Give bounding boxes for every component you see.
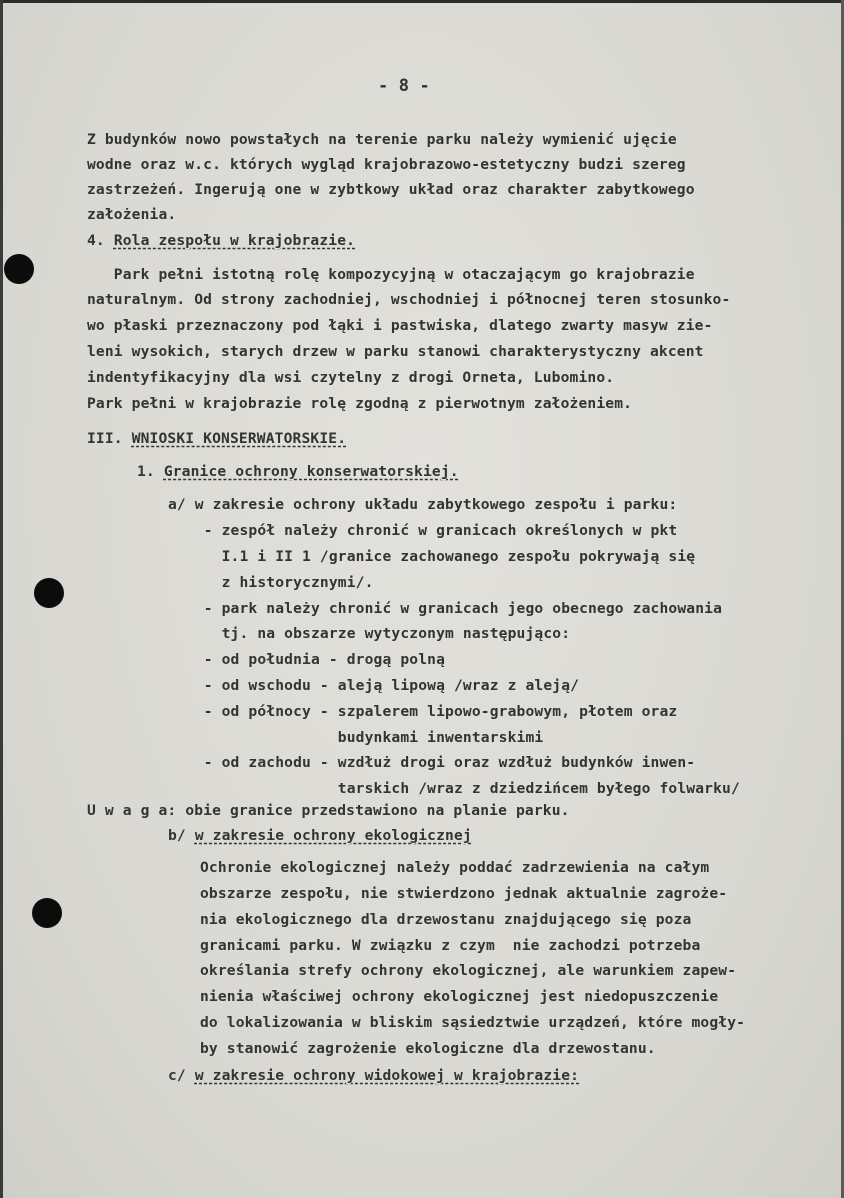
text-line: nienia właściwej ochrony ekologicznej jest niedopuszczenie: [200, 988, 719, 1005]
section-heading: [87, 430, 346, 448]
scan-edge-left: [0, 0, 3, 1198]
page-number: - 8 -: [378, 76, 430, 96]
scan-edge-top: [0, 0, 844, 3]
list-item: tj. na obszarze wytyczonym następująco:: [168, 625, 571, 642]
list-item: - park należy chronić w granicach jego obecnego zachowania: [168, 600, 723, 617]
list-item: tarskich /wraz z dziedzińcem byłego folwarku/: [168, 780, 740, 797]
text-line: do lokalizowania w bliskim sąsiedztwie urządzeń, które mogły-: [200, 1014, 746, 1031]
text-line: Z budynków nowo powstałych na terenie parku należy wymienić ujęcie: [87, 131, 677, 148]
text-line: naturalnym. Od strony zachodniej, wschodniej i północnej teren stosunko-: [87, 291, 731, 308]
text-line: Park pełni istotną rolę kompozycyjną w otaczającym go krajobrazie: [87, 266, 695, 283]
text-line: określania strefy ochrony ekologicznej, ale warunkiem zapew-: [200, 962, 737, 979]
list-item: I.1 i II 1 /granice zachowanego zespołu pokrywają się: [168, 548, 696, 565]
punch-hole: [4, 254, 34, 284]
subsection-heading: [168, 827, 472, 845]
list-item: - zespół należy chronić w granicach określonych w pkt: [168, 522, 678, 539]
text-line: leni wysokich, starych drzew w parku stanowi charakterystyczny akcent: [87, 343, 704, 360]
punch-hole: [32, 898, 62, 928]
text-line: granicami parku. W związku z czym nie zachodzi potrzeba: [200, 937, 701, 954]
section-number: 4.: [87, 232, 105, 249]
note-line: [87, 802, 570, 820]
list-item: z historycznymi/.: [168, 574, 374, 591]
subsection-number: 1.: [137, 463, 155, 480]
subsection-title: w zakresie ochrony widokowej w krajobrazie:: [194, 1067, 580, 1084]
subsection-prefix: c/: [168, 1067, 186, 1084]
subsection-title: Granice ochrony konserwatorskiej.: [163, 463, 459, 480]
text-line: założenia.: [87, 206, 177, 223]
punch-hole: [34, 578, 64, 608]
list-item: budynkami inwentarskimi: [168, 729, 544, 746]
subsection-heading: [137, 463, 459, 481]
note-text: obie granice przedstawiono na planie parku.: [185, 802, 570, 819]
text-line: obszarze zespołu, nie stwierdzono jednak aktualnie zagroże-: [200, 885, 728, 902]
text-line: nia ekologicznego dla drzewostanu znajdującego się poza: [200, 911, 692, 928]
list-item: - od południa - drogą polną: [168, 651, 446, 668]
list-item: - od wschodu - aleją lipową /wraz z aleją/: [168, 677, 580, 694]
text-line: zastrzeżeń. Ingerują one w zybtkowy układ oraz charakter zabytkowego: [87, 181, 695, 198]
section-heading: [87, 232, 355, 250]
subsection-prefix: b/: [168, 827, 186, 844]
text-line: wo płaski przeznaczony pod łąki i pastwiska, dlatego zwarty masyw zie-: [87, 317, 713, 334]
list-item: - od zachodu - wzdłuż drogi oraz wzdłuż budynków inwen-: [168, 754, 696, 771]
text-line: indentyfikacyjny dla wsi czytelny z drogi Orneta, Lubomino.: [87, 369, 615, 386]
subsection-heading: [168, 1067, 579, 1085]
text-line: a/ w zakresie ochrony układu zabytkowego zespołu i parku:: [168, 496, 678, 513]
note-label: U w a g a:: [87, 802, 177, 819]
section-number: III.: [87, 430, 123, 447]
subsection-title: w zakresie ochrony ekologicznej: [194, 827, 472, 844]
list-item: - od północy - szpalerem lipowo-grabowym, płotem oraz: [168, 703, 678, 720]
section-title: WNIOSKI KONSERWATORSKIE.: [131, 430, 347, 447]
text-line: Ochronie ekologicznej należy poddać zadrzewienia na całym: [200, 859, 710, 876]
text-line: wodne oraz w.c. których wygląd krajobrazowo-estetyczny budzi szereg: [87, 156, 686, 173]
text-line: Park pełni w krajobrazie rolę zgodną z pierwotnym założeniem.: [87, 395, 633, 412]
section-title: Rola zespołu w krajobrazie.: [113, 232, 356, 249]
text-line: by stanowić zagrożenie ekologiczne dla drzewostanu.: [200, 1040, 656, 1057]
